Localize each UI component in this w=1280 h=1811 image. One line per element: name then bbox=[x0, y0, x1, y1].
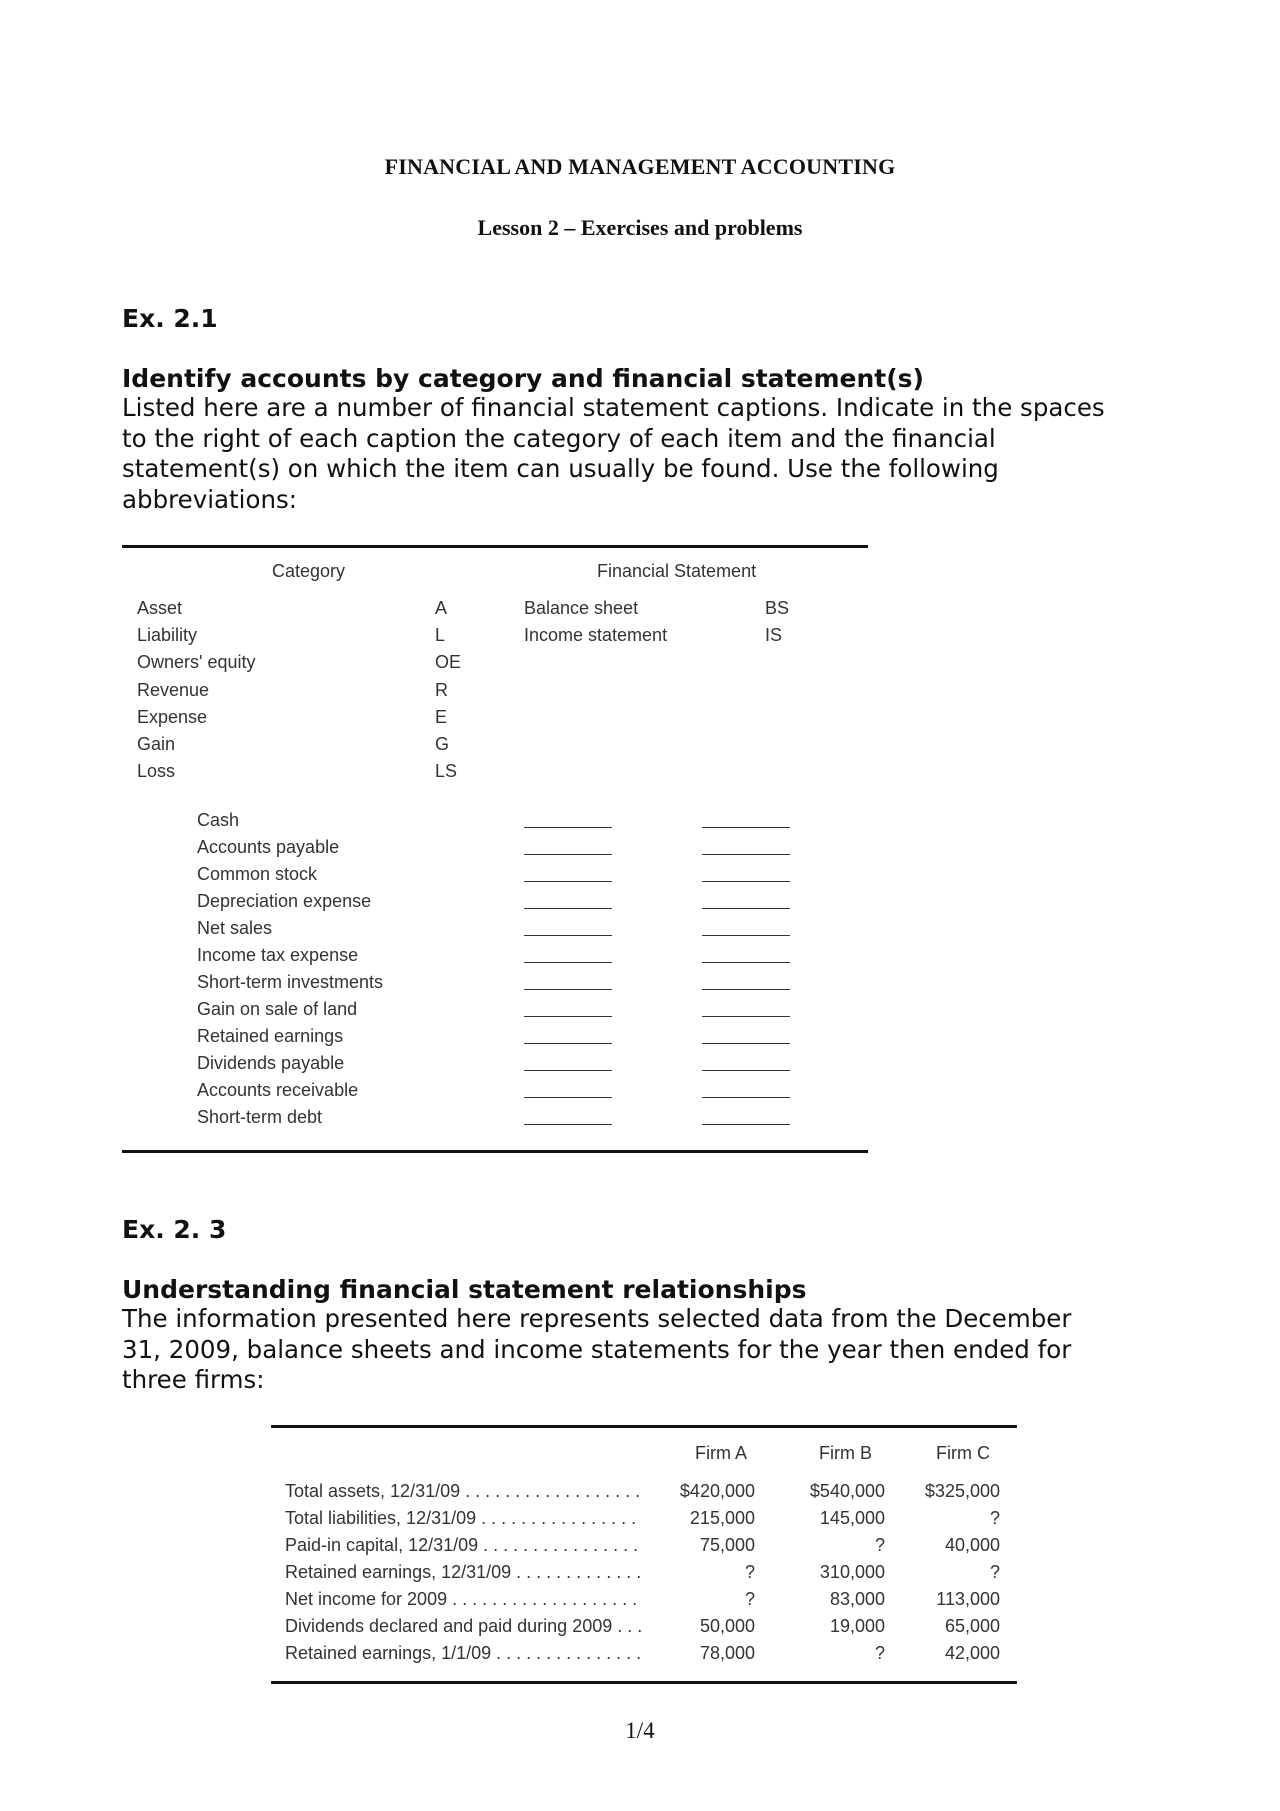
financial-statement-header: Financial Statement bbox=[597, 561, 757, 581]
category-answer-blank[interactable] bbox=[524, 854, 612, 855]
firm-b-value: 19,000 bbox=[829, 1616, 885, 1636]
exercise-label: Ex. 2.1 bbox=[122, 304, 218, 333]
category-name: Revenue bbox=[137, 680, 210, 700]
firm-c-value: 113,000 bbox=[936, 1589, 1000, 1609]
category-abbr: R bbox=[435, 680, 448, 700]
firm-b-value: 83,000 bbox=[829, 1589, 885, 1609]
category-answer-blank[interactable] bbox=[524, 989, 612, 990]
firm-c-value: $325,000 bbox=[924, 1481, 1000, 1501]
firm-c-value: ? bbox=[989, 1562, 1000, 1582]
row-label: Paid-in capital, 12/31/09 . . . . . . . . . . . . . . . . bbox=[285, 1535, 639, 1555]
category-answer-blank[interactable] bbox=[524, 1016, 612, 1017]
category-name: Liability bbox=[137, 625, 198, 645]
statement-answer-blank[interactable] bbox=[702, 854, 790, 855]
category-abbr: G bbox=[435, 734, 450, 754]
table-top-rule bbox=[122, 545, 868, 548]
column-header-firm-b: Firm B bbox=[819, 1443, 872, 1463]
statement-abbr: IS bbox=[765, 625, 783, 645]
exercise-instructions bbox=[122, 393, 1182, 515]
row-label: Total liabilities, 12/31/09 . . . . . . . . . . . . . . . . bbox=[285, 1508, 637, 1528]
category-answer-blank[interactable] bbox=[524, 962, 612, 963]
category-name: Asset bbox=[137, 598, 183, 618]
statement-answer-blank[interactable] bbox=[702, 881, 790, 882]
category-name: Loss bbox=[137, 761, 176, 781]
instruction-line: to the right of each caption the category of each item and the financial bbox=[122, 423, 996, 453]
course-title: FINANCIAL AND MANAGEMENT ACCOUNTING bbox=[384, 154, 896, 179]
row-label: Dividends declared and paid during 2009 . . . bbox=[285, 1616, 643, 1636]
exercise-heading: Understanding financial statement relationships bbox=[122, 1275, 807, 1304]
lesson-title: Lesson 2 – Exercises and problems bbox=[477, 215, 803, 240]
firm-a-value: 215,000 bbox=[689, 1508, 755, 1528]
instruction-line: 31, 2009, balance sheets and income statements for the year then ended for bbox=[122, 1334, 1072, 1364]
instruction-line: three firms: bbox=[122, 1365, 265, 1394]
firm-a-value: 75,000 bbox=[699, 1535, 755, 1555]
statement-answer-blank[interactable] bbox=[702, 827, 790, 828]
firm-a-value: 50,000 bbox=[699, 1616, 755, 1636]
column-header-firm-c: Firm C bbox=[936, 1443, 990, 1463]
firm-c-value: 40,000 bbox=[944, 1535, 1000, 1555]
category-answer-blank[interactable] bbox=[524, 827, 612, 828]
firm-b-value: ? bbox=[874, 1643, 885, 1663]
firm-c-value: 65,000 bbox=[944, 1616, 1000, 1636]
caption-item: Accounts receivable bbox=[197, 1080, 359, 1100]
row-label: Net income for 2009 . . . . . . . . . . . . . . . . . . . bbox=[285, 1589, 638, 1609]
statement-answer-blank[interactable] bbox=[702, 1016, 790, 1017]
table-bottom-rule bbox=[271, 1681, 1017, 1684]
caption-item: Depreciation expense bbox=[197, 891, 372, 911]
category-answer-blank[interactable] bbox=[524, 935, 612, 936]
firm-a-value: 78,000 bbox=[699, 1643, 755, 1663]
category-name: Gain bbox=[137, 734, 176, 754]
caption-item: Dividends payable bbox=[197, 1053, 345, 1073]
firm-b-value: ? bbox=[874, 1535, 885, 1555]
page-number: 1/4 bbox=[625, 1718, 655, 1743]
firm-b-value: 310,000 bbox=[819, 1562, 885, 1582]
row-label: Total assets, 12/31/09 . . . . . . . . . . . . . . . . . . bbox=[285, 1481, 641, 1501]
caption-item: Income tax expense bbox=[197, 945, 359, 965]
statement-answer-blank[interactable] bbox=[702, 989, 790, 990]
firm-a-value: $420,000 bbox=[679, 1481, 755, 1501]
statement-answer-blank[interactable] bbox=[702, 1097, 790, 1098]
exercise-heading: Identify accounts by category and financial statement(s) bbox=[122, 364, 924, 393]
caption-item: Short-term debt bbox=[197, 1107, 323, 1127]
row-label: Retained earnings, 12/31/09 . . . . . . . . . . . . . bbox=[285, 1562, 642, 1582]
row-label: Retained earnings, 1/1/09 . . . . . . . . . . . . . . . bbox=[285, 1643, 642, 1663]
category-answer-blank[interactable] bbox=[524, 1070, 612, 1071]
firm-a-value: ? bbox=[744, 1562, 755, 1582]
instruction-line: The information presented here represents selected data from the December bbox=[122, 1304, 1072, 1333]
category-answer-blank[interactable] bbox=[524, 908, 612, 909]
caption-item: Cash bbox=[197, 810, 240, 830]
category-name: Owners' equity bbox=[137, 652, 256, 672]
column-header-firm-a: Firm A bbox=[695, 1443, 747, 1463]
statement-answer-blank[interactable] bbox=[702, 908, 790, 909]
category-abbr: LS bbox=[435, 761, 458, 781]
firm-b-value: $540,000 bbox=[809, 1481, 885, 1501]
firm-a-value: ? bbox=[744, 1589, 755, 1609]
category-answer-blank[interactable] bbox=[524, 881, 612, 882]
exercise-instructions bbox=[122, 1304, 1182, 1396]
statement-answer-blank[interactable] bbox=[702, 962, 790, 963]
instruction-line: statement(s) on which the item can usually be found. Use the following bbox=[122, 454, 999, 483]
category-header: Category bbox=[272, 561, 346, 581]
statement-abbr: BS bbox=[765, 598, 790, 618]
statement-answer-blank[interactable] bbox=[702, 935, 790, 936]
exercise-label: Ex. 2. 3 bbox=[122, 1215, 227, 1244]
instruction-line: Listed here are a number of financial statement captions. Indicate in the spaces bbox=[122, 393, 1105, 422]
category-answer-blank[interactable] bbox=[524, 1043, 612, 1044]
caption-item: Retained earnings bbox=[197, 1026, 344, 1046]
statement-answer-blank[interactable] bbox=[702, 1124, 790, 1125]
category-abbr: L bbox=[435, 625, 446, 645]
caption-item: Gain on sale of land bbox=[197, 999, 358, 1019]
statement-answer-blank[interactable] bbox=[702, 1070, 790, 1071]
caption-item: Net sales bbox=[197, 918, 273, 938]
caption-item: Common stock bbox=[197, 864, 318, 884]
table-bottom-rule bbox=[122, 1150, 868, 1153]
firm-c-value: ? bbox=[989, 1508, 1000, 1528]
firm-c-value: 42,000 bbox=[944, 1643, 1000, 1663]
category-answer-blank[interactable] bbox=[524, 1124, 612, 1125]
statement-name: Income statement bbox=[524, 625, 668, 645]
statement-name: Balance sheet bbox=[524, 598, 639, 618]
category-abbr: A bbox=[435, 598, 448, 618]
caption-item: Short-term investments bbox=[197, 972, 384, 992]
category-abbr: OE bbox=[435, 652, 462, 672]
caption-item: Accounts payable bbox=[197, 837, 340, 857]
category-name: Expense bbox=[137, 707, 208, 727]
category-answer-blank[interactable] bbox=[524, 1097, 612, 1098]
statement-answer-blank[interactable] bbox=[702, 1043, 790, 1044]
instruction-line: abbreviations: bbox=[122, 484, 297, 514]
category-abbr: E bbox=[435, 707, 448, 727]
firm-b-value: 145,000 bbox=[819, 1508, 885, 1528]
table-top-rule bbox=[271, 1425, 1017, 1428]
